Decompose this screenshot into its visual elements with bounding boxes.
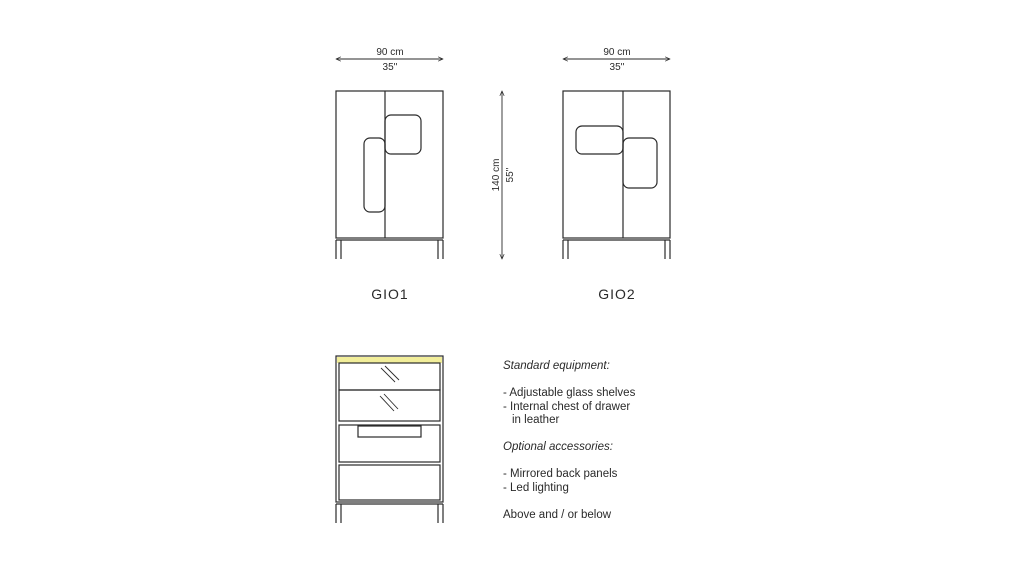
gio2-width-dimension xyxy=(563,47,670,73)
bottom-compartment xyxy=(339,465,440,500)
accessory-item: - Led lighting xyxy=(503,481,569,494)
gio1-cabinet-body xyxy=(336,91,443,238)
equipment-specs xyxy=(503,360,703,522)
spec-item: - Internal chest of drawer xyxy=(503,400,631,413)
gio2-cabinet-body xyxy=(563,91,670,238)
glass-reflection-2 xyxy=(380,394,398,411)
gio1-width-dimension xyxy=(336,47,443,73)
gio1-window-lower xyxy=(364,138,385,212)
drawer-handle-cutout xyxy=(358,426,421,437)
placement-note: Above and / or below xyxy=(503,508,612,521)
glass-shelf-2 xyxy=(339,390,440,421)
accessory-item: - Mirrored back panels xyxy=(503,468,618,480)
glass-reflection-1 xyxy=(381,366,399,382)
gio1-width-in: 35'' xyxy=(382,62,398,73)
gio1-label: GIO1 xyxy=(371,286,409,302)
gio1-base xyxy=(336,240,443,259)
optional-accessories-title: Optional accessories: xyxy=(503,441,613,453)
interior-view-drawing xyxy=(336,356,443,523)
interior-base xyxy=(336,504,443,523)
led-lighting-strip xyxy=(337,357,442,363)
height-in: 55'' xyxy=(505,167,516,183)
gio2-window-left xyxy=(576,126,623,154)
interior-cabinet-body xyxy=(336,356,443,502)
height-cm: 140 cm xyxy=(491,158,502,192)
gio2-width-in: 35'' xyxy=(609,62,625,73)
spec-item: - Adjustable glass shelves xyxy=(503,387,636,399)
gio2-drawing xyxy=(563,47,670,302)
height-dimension xyxy=(491,91,516,259)
gio2-window-right xyxy=(623,138,657,188)
gio1-window-upper xyxy=(385,115,421,154)
leather-drawer xyxy=(339,425,440,462)
spec-item: in leather xyxy=(512,414,560,426)
standard-equipment-title: Standard equipment: xyxy=(503,360,610,372)
gio1-width-cm: 90 cm xyxy=(376,47,404,58)
gio1-drawing xyxy=(336,47,443,302)
gio2-base xyxy=(563,240,670,259)
gio2-width-cm: 90 cm xyxy=(603,47,631,58)
gio2-label: GIO2 xyxy=(598,286,636,302)
